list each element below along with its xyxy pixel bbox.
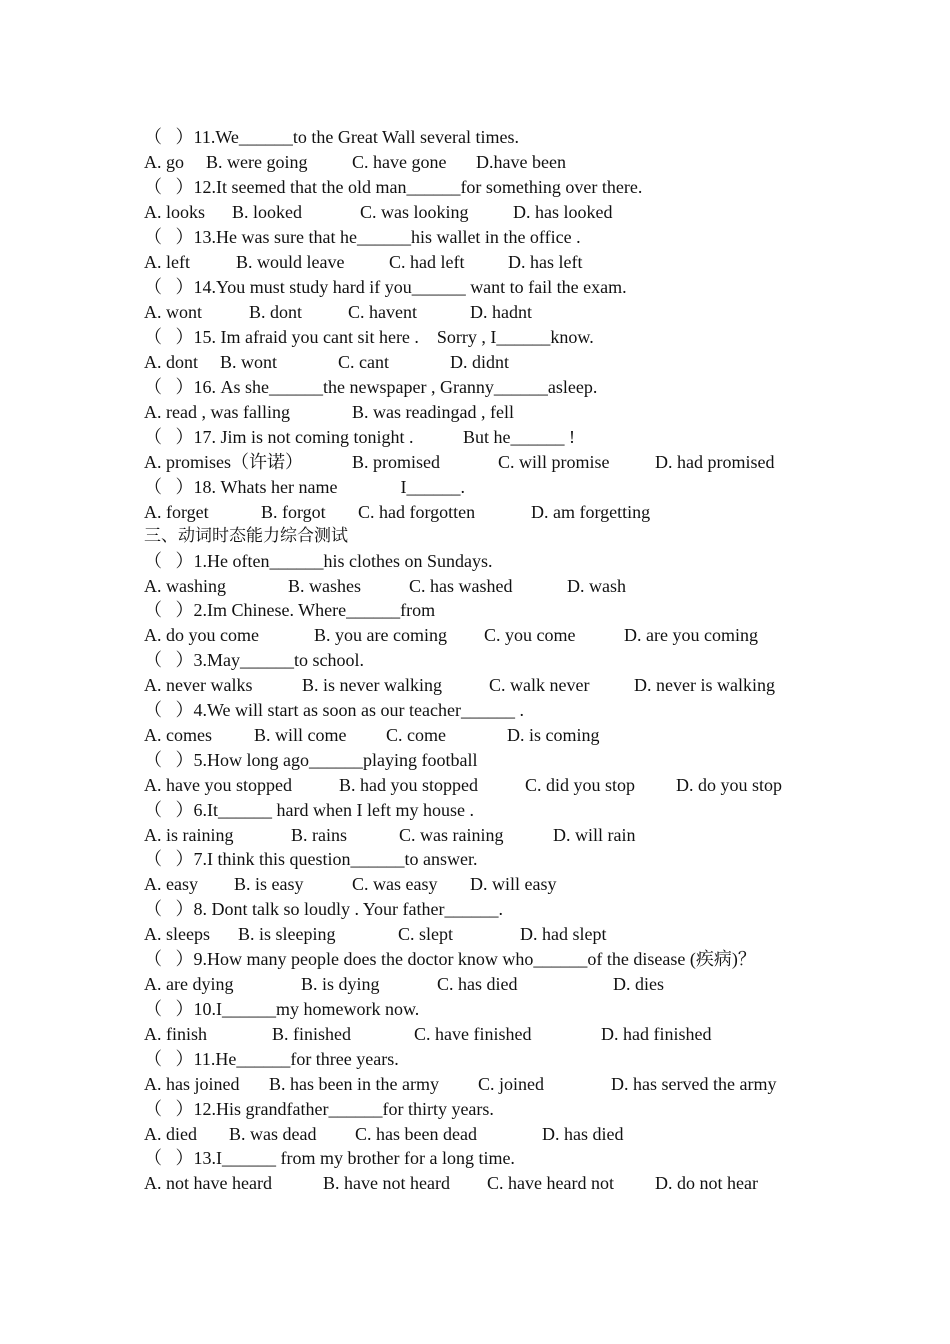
- option-a: A. easy: [144, 874, 198, 894]
- answer-options: [144, 1072, 777, 1096]
- option-c: C. walk never: [489, 675, 590, 695]
- answer-options: [144, 972, 664, 996]
- option-d: D.have been: [476, 152, 566, 172]
- option-d: D. has died: [542, 1124, 624, 1144]
- option-b: B. will come: [254, 725, 347, 745]
- option-c: C. was easy: [352, 874, 438, 894]
- option-b: B. forgot: [261, 502, 326, 522]
- answer-options: [144, 500, 651, 524]
- answer-options: [144, 200, 613, 224]
- option-b: B. have not heard: [323, 1173, 450, 1193]
- option-c: C. have gone: [352, 152, 447, 172]
- question-stem: （ ）5.How long ago______playing football: [144, 750, 478, 770]
- answer-options: [144, 723, 600, 747]
- option-c: C. had forgotten: [358, 502, 476, 522]
- option-a: A. are dying: [144, 974, 234, 994]
- option-a: A. dont: [144, 352, 198, 372]
- option-b: B. is sleeping: [238, 924, 336, 944]
- option-d: D. am forgetting: [531, 502, 651, 522]
- option-c: C. have finished: [414, 1024, 532, 1044]
- option-d: D. hadnt: [470, 302, 532, 322]
- question-stem: （ ）1.He often______his clothes on Sundays.: [144, 551, 493, 571]
- option-b: B. is dying: [301, 974, 380, 994]
- question-stem: （ ）12.His grandfather______for thirty years.: [144, 1099, 494, 1119]
- answer-options: [144, 872, 557, 896]
- option-b: B. is never walking: [302, 675, 442, 695]
- option-a: A. finish: [144, 1024, 207, 1044]
- option-a: A. died: [144, 1124, 197, 1144]
- option-c: C. cant: [338, 352, 389, 372]
- option-d: D. had slept: [520, 924, 607, 944]
- option-c: C. will promise: [498, 452, 610, 472]
- question-stem: （ ）2.Im Chinese. Where______from: [144, 600, 436, 620]
- answer-options: [144, 673, 775, 697]
- question-stem: （ ）17. Jim is not coming tonight . But he______ !: [144, 427, 575, 447]
- option-b: B. were going: [206, 152, 308, 172]
- answer-options: [144, 350, 510, 374]
- option-b: B. finished: [272, 1024, 351, 1044]
- question-stem: （ ）18. Whats her name I______.: [144, 477, 465, 497]
- option-a: A. is raining: [144, 825, 234, 845]
- option-a: A. never walks: [144, 675, 253, 695]
- option-c: C. has died: [437, 974, 518, 994]
- option-c: C. you come: [484, 625, 576, 645]
- option-b: B. is easy: [234, 874, 304, 894]
- answer-options: [144, 400, 514, 424]
- option-d: D. wash: [567, 576, 626, 596]
- option-a: A. do you come: [144, 625, 259, 645]
- question-stem: （ ）11.We______to the Great Wall several times.: [144, 127, 520, 147]
- answer-options: [144, 823, 636, 847]
- option-c: C. was looking: [360, 202, 469, 222]
- option-c: C. come: [386, 725, 446, 745]
- question-stem: （ ）3.May______to school.: [144, 650, 364, 670]
- option-c: C. has washed: [409, 576, 513, 596]
- question-stem: （ ）13.I______ from my brother for a long time.: [144, 1148, 515, 1168]
- option-d: D. had finished: [601, 1024, 712, 1044]
- option-d: D. are you coming: [624, 625, 758, 645]
- question-stem: （ ）11.He______for three years.: [144, 1049, 399, 1069]
- option-c: C. was raining: [399, 825, 504, 845]
- question-stem: （ ）4.We will start as soon as our teacher______ .: [144, 700, 524, 720]
- option-a: A. read , was falling: [144, 402, 290, 422]
- option-b: B. was readingad , fell: [352, 402, 514, 422]
- answer-options: [144, 773, 783, 797]
- question-stem: （ ）7.I think this question______to answer.: [144, 849, 478, 869]
- answer-options: [144, 300, 532, 324]
- option-b: B. had you stopped: [339, 775, 478, 795]
- section-title: 三、动词时态能力综合测试: [144, 526, 348, 546]
- answer-options: [144, 623, 758, 647]
- option-b: B. dont: [249, 302, 303, 322]
- question-stem: （ ）10.I______my homework now.: [144, 999, 420, 1019]
- option-d: D. do not hear: [655, 1173, 758, 1193]
- answer-options: [144, 1122, 624, 1146]
- option-a: A. washing: [144, 576, 226, 596]
- option-a: A. have you stopped: [144, 775, 292, 795]
- option-b: B. looked: [232, 202, 302, 222]
- option-c: C. did you stop: [525, 775, 636, 795]
- option-a: A. has joined: [144, 1074, 240, 1094]
- option-b: B. wont: [220, 352, 278, 372]
- option-c: C. slept: [398, 924, 454, 944]
- option-d: D. has left: [508, 252, 583, 272]
- question-stem: （ ）12.It seemed that the old man______for something over there.: [144, 177, 643, 197]
- option-c: C. has been dead: [355, 1124, 477, 1144]
- question-stem: （ ）15. Im afraid you cant sit here . Sorry , I______know.: [144, 327, 594, 347]
- option-b: B. would leave: [236, 252, 345, 272]
- question-stem: （ ）14.You must study hard if you______ want to fail the exam.: [144, 277, 627, 297]
- option-c: C. joined: [478, 1074, 544, 1094]
- option-c: C. havent: [348, 302, 417, 322]
- option-a: A. go: [144, 152, 184, 172]
- option-b: B. has been in the army: [269, 1074, 439, 1094]
- answer-options: [144, 250, 583, 274]
- question-stem: （ ）8. Dont talk so loudly . Your father______.: [144, 899, 503, 919]
- option-d: D. is coming: [507, 725, 600, 745]
- option-d: D. has served the army: [611, 1074, 777, 1094]
- option-b: B. was dead: [229, 1124, 317, 1144]
- option-d: D. will rain: [553, 825, 636, 845]
- question-stem: （ ）9.How many people does the doctor know who______of the disease (疾病)？: [144, 949, 756, 969]
- option-b: B. washes: [288, 576, 361, 596]
- option-a: A. not have heard: [144, 1173, 272, 1193]
- question-stem: （ ）6.It______ hard when I left my house .: [144, 800, 474, 820]
- option-c: C. had left: [389, 252, 465, 272]
- answer-options: [144, 1022, 712, 1046]
- option-d: D. will easy: [470, 874, 557, 894]
- option-a: A. promises（许诺）: [144, 452, 303, 472]
- option-d: D. do you stop: [676, 775, 783, 795]
- option-b: B. rains: [291, 825, 347, 845]
- answer-options: [144, 574, 626, 598]
- option-a: A. wont: [144, 302, 202, 322]
- option-b: B. you are coming: [314, 625, 447, 645]
- option-a: A. comes: [144, 725, 212, 745]
- answer-options: [144, 922, 607, 946]
- option-a: A. forget: [144, 502, 209, 522]
- option-d: D. didnt: [450, 352, 510, 372]
- option-d: D. had promised: [655, 452, 775, 472]
- option-b: B. promised: [352, 452, 440, 472]
- option-a: A. sleeps: [144, 924, 210, 944]
- answer-options: [144, 450, 775, 474]
- answer-options: [144, 150, 566, 174]
- option-d: D. has looked: [513, 202, 613, 222]
- question-stem: （ ）16. As she______the newspaper , Granny______asleep.: [144, 377, 598, 397]
- option-a: A. looks: [144, 202, 206, 222]
- option-d: D. dies: [613, 974, 664, 994]
- option-c: C. have heard not: [487, 1173, 614, 1193]
- answer-options: [144, 1171, 758, 1195]
- option-d: D. never is walking: [634, 675, 775, 695]
- option-a: A. left: [144, 252, 190, 272]
- question-stem: （ ）13.He was sure that he______his wallet in the office .: [144, 227, 581, 247]
